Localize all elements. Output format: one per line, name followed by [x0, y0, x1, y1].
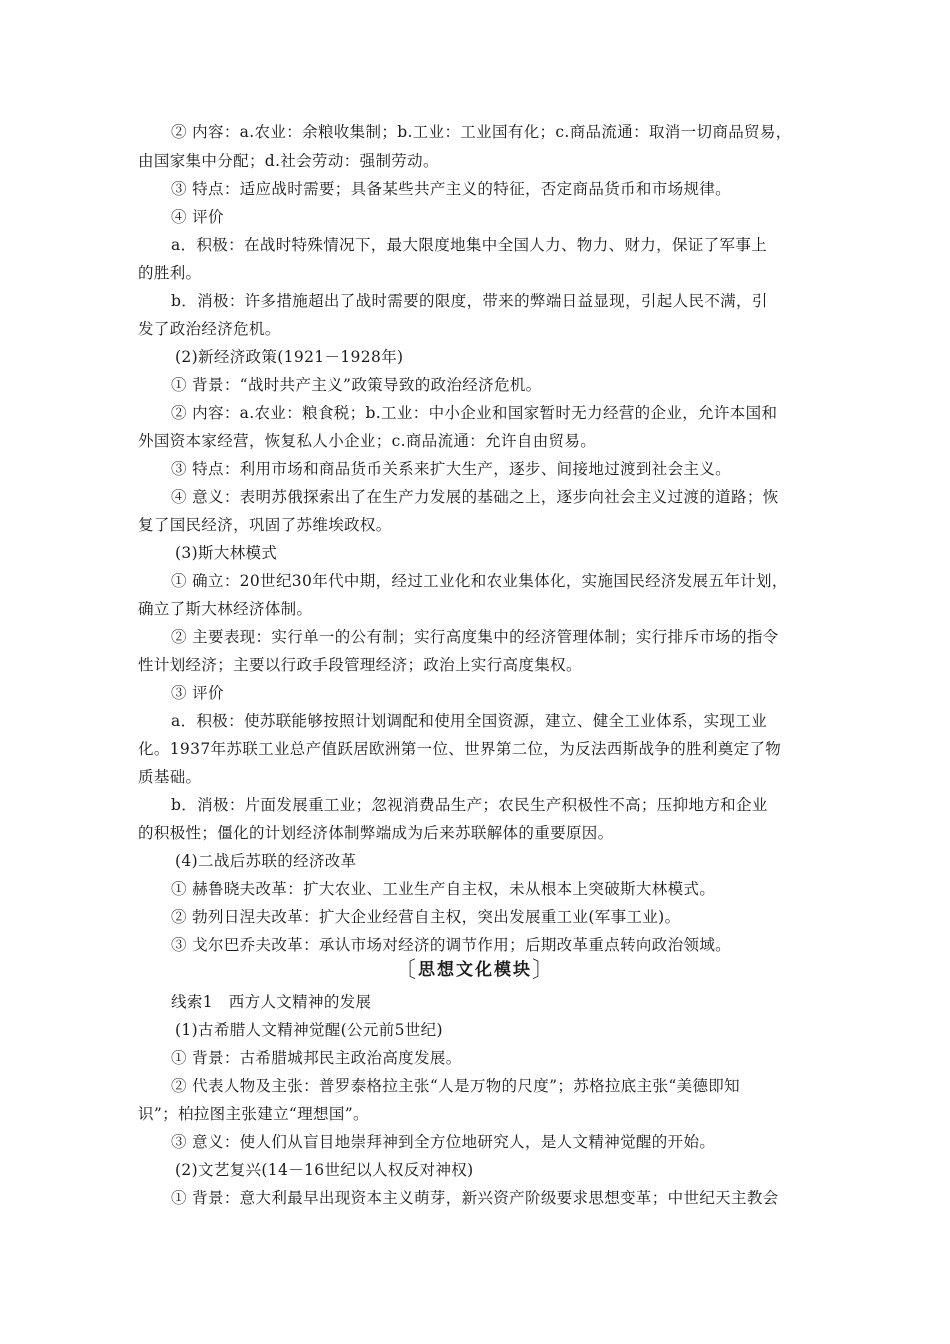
- right-bracket-icon: 〕: [532, 958, 557, 983]
- text-line: ① 赫鲁晓夫改革：扩大农业、工业生产自主权，未从根本上突破斯大林模式。: [171, 880, 716, 898]
- text-line: ④ 评价: [171, 208, 224, 226]
- section-heading: (2)新经济政策(1921－1928年): [175, 348, 404, 366]
- text-line: ③ 意义：使人们从盲目地崇拜神到全方位地研究人，是人文精神觉醒的开始。: [171, 1133, 716, 1151]
- text-line: 性计划经济；主要以行政手段管理经济；政治上实行高度集权。: [138, 656, 582, 674]
- left-bracket-icon: 〔: [393, 958, 418, 983]
- text-line: 质基础。: [138, 768, 202, 786]
- text-line: ④ 意义：表明苏俄探索出了在生产力发展的基础之上，逐步向社会主义过渡的道路；恢: [171, 488, 779, 506]
- text-line: ① 背景：意大利最早出现资本主义萌芽，新兴资产阶级要求思想变革；中世纪天主教会: [171, 1189, 779, 1207]
- text-line: 外国资本家经营，恢复私人小企业；c.商品流通：允许自由贸易。: [138, 432, 597, 450]
- text-line: ② 勃列日涅夫改革：扩大企业经营自主权，突出发展重工业(军事工业)。: [171, 908, 681, 926]
- text-line: 确立了斯大林经济体制。: [138, 600, 313, 618]
- text-line: ② 代表人物及主张：普罗泰格拉主张“人是万物的尺度”；苏格拉底主张“美德即知: [171, 1077, 741, 1095]
- module-title-text: 思想文化模块: [418, 960, 532, 980]
- text-line: ① 背景：古希腊城邦民主政治高度发展。: [171, 1049, 462, 1067]
- text-line: ① 背景：“战时共产主义”政策导致的政治经济危机。: [171, 376, 542, 394]
- text-line: ② 内容：a.农业：余粮收集制；b.工业：工业国有化；c.商品流通：取消一切商品贸易，: [171, 123, 792, 141]
- text-line: ③ 评价: [171, 684, 224, 702]
- module-title: [0, 957, 950, 984]
- text-line: 复了国民经济，巩固了苏维埃政权。: [138, 516, 392, 534]
- text-line: 识”；柏拉图主张建立“理想国”。: [138, 1105, 369, 1123]
- text-line: 发了政治经济危机。: [138, 320, 281, 338]
- text-line: ② 主要表现：实行单一的公有制；实行高度集中的经济管理体制；实行排斥市场的指令: [171, 628, 779, 646]
- text-line: a．积极：使苏联能够按照计划调配和使用全国资源，建立、健全工业体系，实现工业: [171, 712, 768, 730]
- text-line: ③ 特点：利用市场和商品货币关系来扩大生产，逐步、间接地过渡到社会主义。: [171, 460, 732, 478]
- text-line: 化。1937年苏联工业总产值跃居欧洲第一位、世界第二位，为反法西斯战争的胜利奠定了物: [138, 740, 782, 758]
- text-line: b．消极：许多措施超出了战时需要的限度，带来的弊端日益显现，引起人民不满，引: [171, 292, 768, 310]
- text-line: a．积极：在战时特殊情况下，最大限度地集中全国人力、物力、财力，保证了军事上: [171, 236, 768, 254]
- section-heading: (2)文艺复兴(14－16世纪以人权反对神权): [175, 1161, 474, 1179]
- text-line: ③ 戈尔巴乔夫改革：承认市场对经济的调节作用；后期改革重点转向政治领域。: [171, 936, 732, 954]
- text-line: b．消极：片面发展重工业；忽视消费品生产；农民生产积极性不高；压抑地方和企业: [171, 796, 768, 814]
- text-line: 的积极性；僵化的计划经济体制弊端成为后来苏联解体的重要原因。: [138, 824, 614, 842]
- section-heading: (3)斯大林模式: [175, 544, 278, 562]
- clue-heading: 线索1 西方人文精神的发展: [171, 993, 372, 1011]
- text-line: 的胜利。: [138, 264, 202, 282]
- text-line: 由国家集中分配；d.社会劳动：强制劳动。: [138, 152, 439, 170]
- section-heading: (1)古希腊人文精神觉醒(公元前5世纪): [175, 1021, 443, 1039]
- text-line: ③ 特点：适应战时需要；具备某些共产主义的特征，否定商品货币和市场规律。: [171, 180, 732, 198]
- section-heading: (4)二战后苏联的经济改革: [175, 852, 357, 870]
- text-line: ① 确立：20世纪30年代中期，经过工业化和农业集体化，实施国民经济发展五年计划，: [171, 572, 788, 590]
- text-line: ② 内容：a.农业：粮食税；b.工业：中小企业和国家暂时无力经营的企业，允许本国和: [171, 404, 778, 422]
